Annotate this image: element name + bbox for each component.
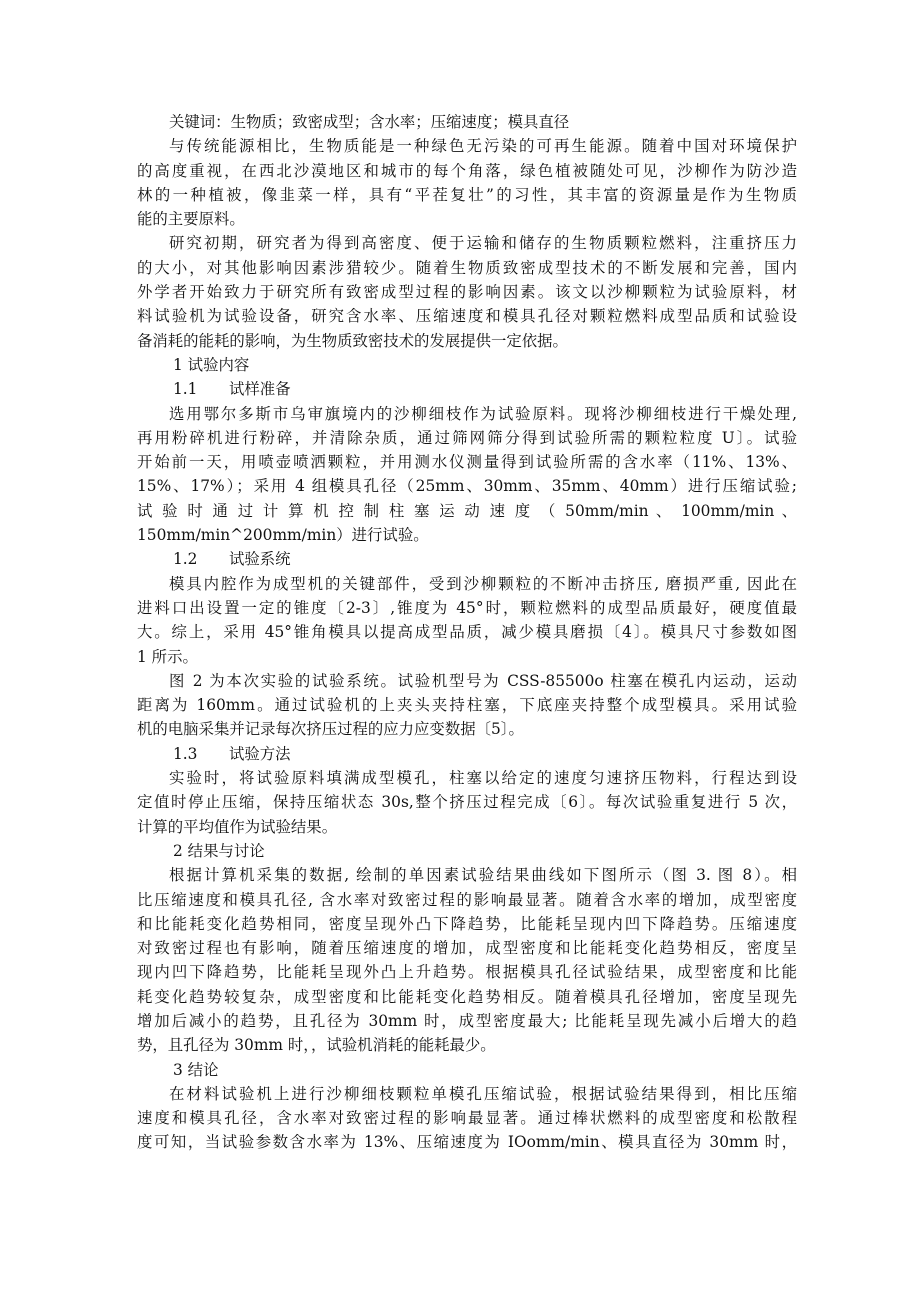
- intro-p2-line: 的大小，对其他影响因素涉猎较少。随着生物质致密成型技术的不断发展和完善，国内: [137, 258, 797, 277]
- s2-line: 现内凹下降趋势，比能耗呈现外凸上升趋势。根据模具孔径试验结果，成型密度和比能: [137, 963, 797, 982]
- intro-p1-line: 林的一种植被，像韭菜一样，具有“平茬复壮”的习性，其丰富的资源量是作为生物质: [137, 185, 797, 204]
- document-page: [137, 110, 797, 1155]
- subsection-1-1-heading: [137, 377, 797, 401]
- s2-line: 耗变化趋势较复杂，成型密度和比能耗变化趋势相反。随着模具孔径增加，密度呈现先: [137, 987, 797, 1006]
- s12-p1-line: 大。综上，采用 45°锥角模具以提高成型品质，减少模具磨损〔4〕。模具尺寸参数如图: [137, 623, 797, 642]
- subsection-number: 1.3: [173, 744, 198, 763]
- subsection-1-3-heading: [137, 742, 797, 766]
- s13-line: 计算的平均值作为试验结果。: [137, 817, 338, 836]
- s13-line: 实验时，将试验原料填满成型模孔，柱塞以给定的速度匀速挤压物料，行程达到设: [169, 769, 797, 788]
- s2-line: 势，且孔径为 30mm 时，，试验机消耗的能耗最少。: [137, 1036, 496, 1055]
- section-3-title: 3 结论: [173, 1060, 219, 1079]
- intro-p2-line: 研究初期，研究者为得到高密度、便于运输和储存的生物质颗粒燃料，注重挤压力: [169, 234, 797, 253]
- s2-line: 增加后减小的趋势，且孔径为 30mm 时，成型密度最大; 比能耗呈现先减小后增大的趋: [137, 1011, 797, 1030]
- s11-line: 再用粉碎机进行粉碎，并清除杂质，通过筛网筛分得到试验所需的颗粒粒度 U〕。试验: [137, 428, 797, 447]
- s2-line: 对致密过程也有影响，随着压缩速度的增加，成型密度和比能耗变化趋势相反，密度呈: [137, 939, 797, 958]
- subsection-title: 试验系统: [229, 550, 291, 569]
- subsection-title: 试验方法: [229, 744, 291, 763]
- s11-line: 150mm/min^200mm/min）进行试验。: [137, 526, 429, 545]
- s12-p2-line: 图 2 为本次实验的试验系统。试验机型号为 CSS-85500o 柱塞在模孔内运动，运动: [169, 671, 797, 690]
- subsection-1-2-heading: [137, 547, 797, 571]
- s12-p2-line: 距离为 160mm。通过试验机的上夹头夹持柱塞，下底座夹持整个成型模具。采用试验: [137, 696, 797, 715]
- s11-line: 选用鄂尔多斯市乌审旗境内的沙柳细枝作为试验原料。现将沙柳细枝进行干燥处理,: [169, 404, 797, 423]
- subsection-title: 试样准备: [229, 380, 291, 399]
- intro-p2-line: 料试验机为试验设备，研究含水率、压缩速度和模具孔径对颗粒燃料成型品质和试验设: [137, 307, 797, 326]
- intro-p2-line: 备消耗的能耗的影响，为生物质致密技术的发展提供一定依据。: [137, 331, 568, 350]
- s3-line: 速度和模具孔径，含水率对致密过程的影响最显著。通过棒状燃料的成型密度和松散程: [137, 1109, 797, 1128]
- section-2-title: 2 结果与讨论: [173, 841, 265, 860]
- keywords: 关键词：生物质；致密成型；含水率；压缩速度；模具直径: [169, 113, 570, 131]
- section-1-title: 1 试验内容: [173, 355, 250, 374]
- s11-line: 试 验 时 通 过 计 算 机 控 制 柱 塞 运 动 速 度 （ 50mm/min 、 100mm/min 、: [137, 501, 797, 520]
- s12-p1-line: 进料口出设置一定的锥度〔2-3〕,锥度为 45°时，颗粒燃料的成型品质最好，硬度值最: [137, 598, 797, 617]
- s11-line: 15%、17%）；采用 4 组模具孔径（25mm、30mm、35mm、40mm）进行压缩试验;: [137, 477, 797, 496]
- intro-p1-line: 与传统能源相比，生物质能是一种绿色无污染的可再生能源。随着中国对环境保护: [169, 137, 797, 156]
- s12-p1-line: 模具内腔作为成型机的关键部件，受到沙柳颗粒的不断冲击挤压, 磨损严重, 因此在: [169, 574, 797, 593]
- s3-line: 度可知，当试验参数含水率为 13%、压缩速度为 IOomm/min、模具直径为 30mm 时，: [137, 1133, 797, 1152]
- intro-p1-line: 的高度重视，在西北沙漠地区和城市的每个角落，绿色植被随处可见，沙柳作为防沙造: [137, 161, 797, 180]
- subsection-number: 1.1: [173, 380, 198, 399]
- s2-line: 比压缩速度和模具孔径, 含水率对致密过程的影响最显著。随着含水率的增加，成型密度: [137, 890, 797, 909]
- s2-line: 根据计算机采集的数据, 绘制的单因素试验结果曲线如下图所示（图 3. 图 8）。相: [169, 866, 797, 885]
- s12-p1-line: 1 所示。: [137, 647, 198, 666]
- s11-line: 开始前一天，用喷壶喷洒颗粒，并用测水仪测量得到试验所需的含水率（11%、13%、: [137, 453, 797, 472]
- s12-p2-line: 机的电脑采集并记录每次挤压过程的应力应变数据〔5〕。: [137, 720, 524, 739]
- intro-p2-line: 外学者开始致力于研究所有致密成型过程的影响因素。该文以沙柳颗粒为试验原料，材: [137, 283, 797, 302]
- intro-p1-line: 能的主要原料。: [137, 210, 245, 229]
- subsection-number: 1.2: [173, 550, 198, 569]
- s13-line: 定值时停止压缩，保持压缩状态 30s,整个挤压过程完成〔6〕。每次试验重复进行 5 次，: [137, 793, 797, 812]
- s2-line: 和比能耗变化趋势相同，密度呈现外凸下降趋势，比能耗呈现内凹下降趋势。压缩速度: [137, 914, 797, 933]
- s3-line: 在材料试验机上进行沙柳细枝颗粒单模孔压缩试验，根据试验结果得到，相比压缩: [169, 1084, 797, 1103]
